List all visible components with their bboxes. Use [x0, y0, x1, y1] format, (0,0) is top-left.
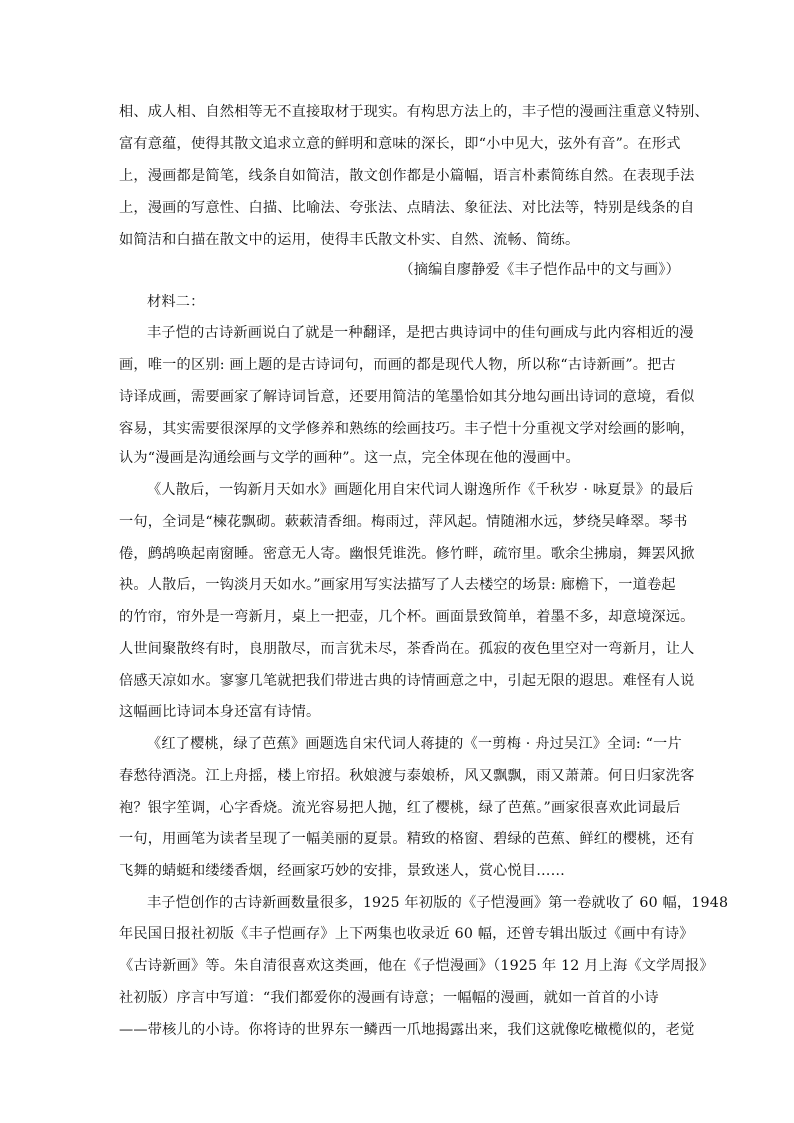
text-line: 的竹帘，帘外是一弯新月，桌上一把壶，几个杯。画面景致简单，着墨不多，却意境深远。 [119, 609, 695, 625]
text-line: 诗译成画，需要画家了解诗词旨意，还要用简洁的笔墨恰如其分地勾画出诗词的意境，看似 [119, 389, 695, 405]
text-line: 年民国日报社初版《丰子恺画存》上下两集也收录近 60 幅，还曾专辑出版过《画中有诗》 [119, 926, 694, 942]
text-line: 倦，鹧鸪唤起南窗睡。密意无人寄。幽恨凭谁洗。修竹畔，疏帘里。歌余尘拂扇，舞罢风掀 [119, 546, 695, 562]
text-line: 一句，全词是“楝花飘砌。蔌蔌清香细。梅雨过，萍风起。情随湘水远，梦绕吴峰翠。琴书 [119, 514, 688, 530]
text-line: 富有意蕴，使得其散文追求立意的鲜明和意味的深长，即“小中见大，弦外有音”。在形式 [119, 136, 681, 152]
text-line: 一句，用画笔为读者呈现了一幅美丽的夏景。精致的格窗、碧绿的芭蕉、鲜红的樱桃，还有 [119, 831, 695, 847]
text-line: 《古诗新画》等。朱自清很喜欢这类画，他在《子恺漫画》（1925 年 12 月上海《文学周报》 [119, 958, 714, 974]
text-line: 飞舞的蜻蜓和缕缕香烟，经画家巧妙的安排，景致迷人，赏心悦目…… [119, 863, 566, 879]
section-heading: 材料二： [147, 294, 205, 310]
text-line: 上，漫画的写意性、白描、比喻法、夸张法、点睛法、象征法、对比法等，特别是线条的自 [119, 200, 695, 216]
source-citation: （摘编自廖静爱《丰子恺作品中的文与画》） [399, 262, 680, 278]
text-line: 认为“漫画是沟通绘画与文学的画种”。这一点，完全体现在他的漫画中。 [119, 450, 580, 466]
text-line: 容易，其实需要很深厚的文学修养和熟练的绘画技巧。丰子恺十分重视文学对绘画的影响， [119, 421, 695, 437]
text-line: 《人散后，一钩新月天如水》画题化用自宋代词人谢逸所作《千秋岁 · 咏夏景》的最后 [147, 482, 694, 498]
text-line: 《红了樱桃，绿了芭蕉》画题选自宋代词人蒋捷的《一剪梅 · 舟过吴江》全词: “一片 [147, 736, 682, 752]
text-line: 倍感天凉如水。寥寥几笔就把我们带进古典的诗情画意之中，引起无限的遐思。难怪有人说 [119, 673, 695, 689]
text-line: 丰子恺的古诗新画说白了就是一种翻译，是把古典诗词中的佳句画成与此内容相近的漫 [147, 325, 694, 341]
text-line: 如简洁和白描在散文中的运用，使得丰氏散文朴实、自然、流畅、简练。 [119, 232, 580, 248]
text-line: 人世间聚散终有时，良朋散尽，而言犹未尽，茶香尚在。孤寂的夜色里空对一弯新月，让人 [119, 641, 695, 657]
text-line: ——带核儿的小诗。你将诗的世界东一鳞西一爪地揭露出来，我们这就像吃橄榄似的，老觉 [119, 1022, 695, 1038]
text-line: 丰子恺创作的古诗新画数量很多，1925 年初版的《子恺漫画》第一卷就收了 60 幅，1948 [147, 895, 729, 911]
text-line: 上，漫画都是简笔，线条自如简洁，散文创作都是小篇幅，语言朴素简练自然。在表现手法 [119, 168, 695, 184]
text-line: 春愁待酒浇。江上舟摇，楼上帘招。秋娘渡与泰娘桥，风又飘飘，雨又萧萧。何日归家洗客 [119, 768, 695, 784]
text-line: 袍？银字笙调，心字香烧。流光容易把人抛，红了樱桃，绿了芭蕉。”画家很喜欢此词最后 [119, 800, 681, 816]
text-line: 相、成人相、自然相等无不直接取材于现实。有构思方法上的，丰子恺的漫画注重意义特别、 [119, 104, 709, 120]
text-line: 画，唯一的区别: 画上题的是古诗词句，而画的都是现代人物，所以称“古诗新画”。把古 [119, 357, 676, 373]
text-line: 这幅画比诗词本身还富有诗情。 [119, 704, 321, 720]
text-line: 袂。人散后，一钩淡月天如水。”画家用写实法描写了人去楼空的场景: 廊檐下，一道卷起 [119, 577, 676, 593]
text-line: 社初版）序言中写道：“我们都爱你的漫画有诗意；一幅幅的漫画，就如一首首的小诗 [119, 990, 659, 1006]
